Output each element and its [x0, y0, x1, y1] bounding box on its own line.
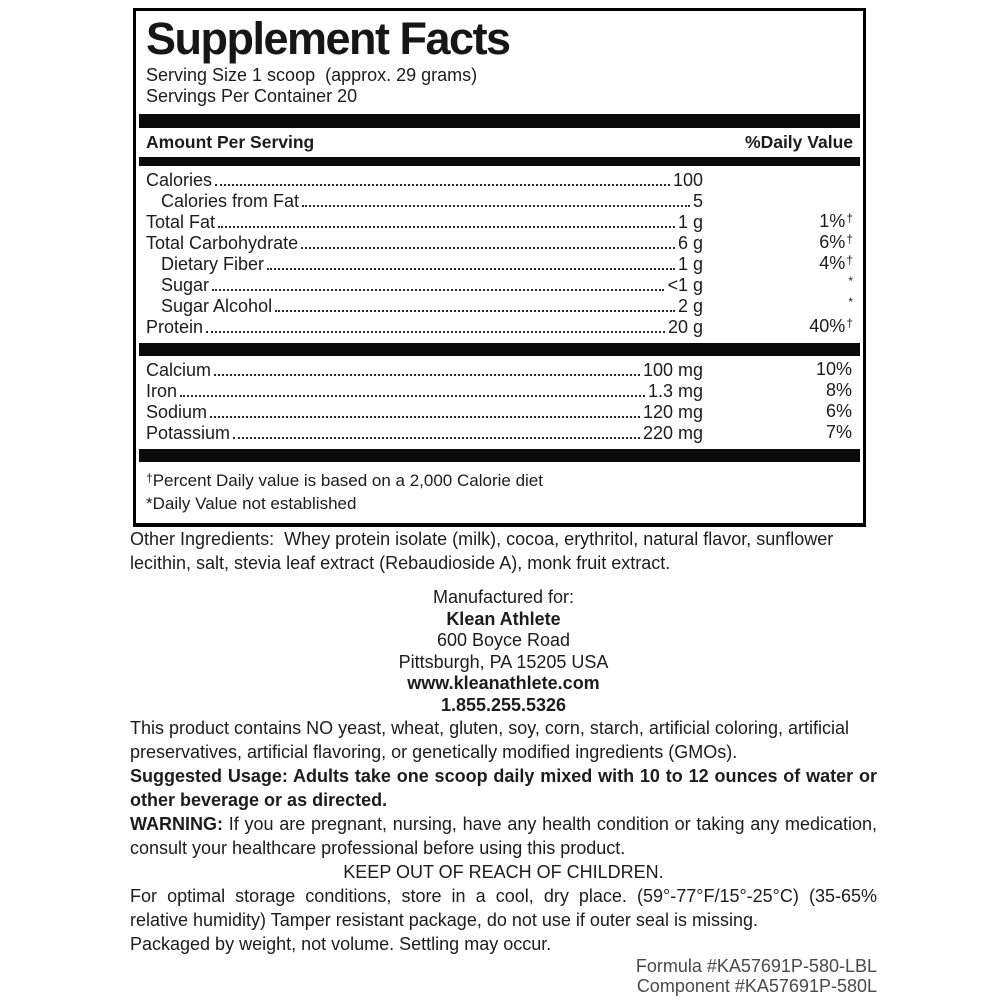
nutrient-label: Total Carbohydrate [146, 233, 299, 253]
formula-number: Formula #KA57691P-580-LBL [635, 956, 877, 976]
nutrient-label: Calories [146, 170, 213, 190]
footnote-daily-value: †Percent Daily value is based on a 2,000 Calorie diet [146, 471, 543, 490]
nutrient-label: Potassium [146, 423, 231, 443]
nutrient-amount: 1 g [677, 254, 703, 274]
dot-leader [302, 205, 690, 207]
contains-statement: This product contains NO yeast, wheat, gluten, soy, corn, starch, artificial coloring, artificial preservatives, artificial flavoring, or genetically modified ingredients (GMOs). [130, 718, 849, 762]
dot-leader [212, 289, 664, 291]
suggested-usage: Suggested Usage: Adults take one scoop daily mixed with 10 to 12 ounces of water or other beverage or as directed. [130, 766, 877, 810]
nutrient-rows [146, 166, 853, 339]
nutrient-row-total-carbohydrate [146, 232, 853, 253]
nutrient-label: Protein [146, 317, 204, 337]
nutrient-amount: 5 [692, 191, 703, 211]
nutrient-amount: 220 mg [642, 423, 703, 443]
facts-footnotes [146, 468, 853, 515]
manufacturer-address-line1: 600 Boyce Road [436, 630, 571, 650]
mineral-rows [146, 356, 853, 445]
nutrient-row-calcium [146, 359, 853, 380]
serving-size: Serving Size 1 scoop (approx. 29 grams) [146, 65, 478, 85]
storage-statement: For optimal storage conditions, store in a cool, dry place. (59°-77°F/15°-25°C) (35-65% relative humidity) Tamper resistant package, do not use if outer seal is missing. [130, 886, 877, 930]
servings-per-container: Servings Per Container 20 [146, 86, 358, 106]
nutrient-daily-value: 7% [825, 422, 852, 442]
nutrient-daily-value: 1%† [819, 211, 853, 231]
dot-leader [275, 310, 675, 312]
nutrient-daily-value [703, 169, 853, 191]
nutrient-daily-value: 10% [815, 359, 852, 379]
nutrient-daily-value: 8% [825, 380, 852, 400]
dot-leader [206, 331, 665, 333]
nutrient-amount: 1.3 mg [647, 381, 703, 401]
dot-leader [215, 184, 670, 186]
separator-bar [139, 114, 860, 128]
dot-leader [267, 268, 675, 270]
manufacturer-block [130, 587, 877, 716]
dot-leader [180, 395, 645, 397]
nutrient-daily-value: 40%† [809, 316, 853, 336]
nutrient-daily-value: 6% [825, 401, 852, 421]
nutrient-daily-value: 6%† [819, 232, 853, 252]
nutrient-amount: 6 g [677, 233, 703, 253]
nutrient-row-calories-from-fat [146, 190, 853, 211]
daily-value-header: %Daily Value [745, 132, 853, 152]
nutrient-row-total-fat [146, 211, 853, 232]
nutrient-label: Iron [146, 381, 178, 401]
dot-leader [214, 374, 640, 376]
separator-bar [139, 343, 860, 356]
nutrient-row-dietary-fiber [146, 253, 853, 274]
nutrient-amount: 1 g [677, 212, 703, 232]
packaged-statement: Packaged by weight, not volume. Settling may occur. [130, 934, 552, 954]
nutrient-daily-value: 4%† [819, 253, 853, 273]
nutrient-amount: 120 mg [642, 402, 703, 422]
nutrient-row-sugar [146, 274, 853, 295]
dot-leader [233, 437, 640, 439]
dot-leader [218, 226, 675, 228]
manufacturer-phone: 1.855.255.5326 [440, 694, 567, 715]
nutrient-row-protein [146, 316, 853, 337]
footnote-not-established: *Daily Value not established [146, 494, 357, 513]
manufactured-for: Manufactured for: [432, 587, 575, 607]
nutrient-row-calories [146, 169, 853, 190]
nutrient-label: Calories from Fat [161, 191, 300, 211]
amount-per-serving-header: Amount Per Serving [146, 132, 315, 152]
nutrient-daily-value: * [848, 295, 853, 309]
nutrient-label: Sugar Alcohol [161, 296, 273, 316]
nutrient-label: Calcium [146, 360, 212, 380]
nutrient-daily-value [703, 190, 853, 212]
keep-out-of-reach: KEEP OUT OF REACH OF CHILDREN. [343, 862, 664, 882]
nutrient-label: Sodium [146, 402, 208, 422]
supplement-facts-panel [133, 8, 866, 527]
warning-statement: WARNING: If you are pregnant, nursing, have any health condition or taking any medication, consult your healthcare professional before using this product. [130, 814, 877, 858]
dot-leader [301, 247, 675, 249]
warning-lead: WARNING: [130, 814, 223, 834]
nutrient-label: Total Fat [146, 212, 216, 232]
panel-title: Supplement Facts [146, 13, 510, 64]
separator-bar [139, 449, 860, 462]
nutrient-amount: 20 g [667, 317, 703, 337]
component-number: Component #KA57691P-580L [636, 976, 877, 996]
nutrient-amount: 100 [672, 170, 703, 190]
dot-leader [210, 416, 640, 418]
label-text-content [130, 527, 877, 996]
manufacturer-name: Klean Athlete [446, 608, 561, 629]
facts-header-row [146, 128, 853, 157]
nutrient-amount: 2 g [677, 296, 703, 316]
nutrient-label: Sugar [161, 275, 210, 295]
other-ingredients: Other Ingredients: Whey protein isolate (milk), cocoa, erythritol, natural flavor, sunflower lecithin, salt, stevia leaf extract (Rebaudioside A), monk fruit extract. [130, 529, 839, 573]
manufacturer-address-line2: Pittsburgh, PA 15205 USA [398, 651, 609, 672]
nutrient-row-sodium [146, 401, 853, 422]
nutrient-amount: <1 g [667, 275, 703, 295]
nutrient-row-sugar-alcohol [146, 295, 853, 316]
nutrient-label: Dietary Fiber [161, 254, 265, 274]
nutrient-daily-value: * [848, 274, 853, 288]
manufacturer-website: www.kleanathlete.com [407, 673, 600, 693]
separator-bar [139, 157, 860, 166]
nutrient-amount: 100 mg [642, 360, 703, 380]
nutrient-row-iron [146, 380, 853, 401]
nutrient-row-potassium [146, 422, 853, 443]
